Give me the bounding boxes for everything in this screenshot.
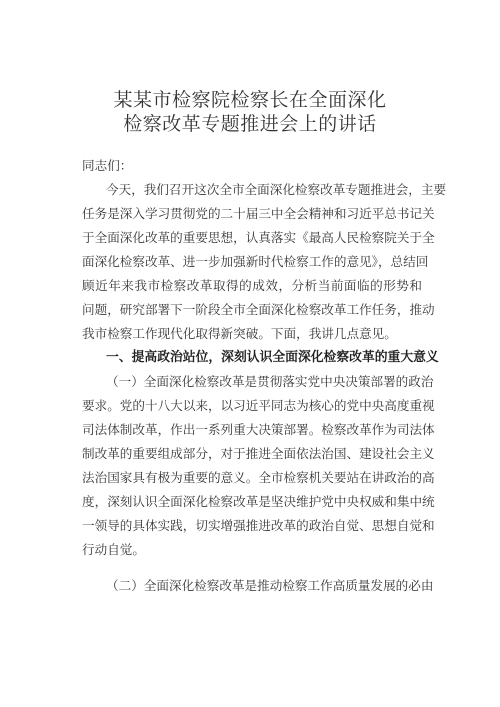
paragraph-line: （二）全面深化检察改革是推动检察工作高质量发展的必由 [106,578,434,593]
intro-line: 任务是深入学习贯彻党的二十届三中全会精神和习近平总书记关 [82,206,435,221]
intro-line: 问题，研究部署下一阶段全市全面深化检察改革工作任务，推动 [82,302,435,317]
paragraph-line: （一）全面深化检察改革是贯彻落实党中央决策部署的政治 [106,374,434,389]
paragraph-line: 一领导的具体实践，切实增强推进改革的政治自觉、思想自觉和 [82,518,435,533]
document-title-line-2: 检察改革专题推进会上的讲话 [123,113,377,135]
salutation: 同志们： [82,158,133,173]
intro-line: 顾近年来我市检察改革取得的成效，分析当前面临的形势和 [82,278,422,293]
section-heading: 一、提高政治站位，深刻认识全面深化检察改革的重大意义 [106,350,439,365]
intro-line: 面深化检察改革、进一步加强新时代检察工作的意见》，总结回 [82,254,429,269]
intro-line: 我市检察工作现代化取得新突破。下面，我讲几点意见。 [82,326,397,341]
paragraph-line: 要求。党的十八大以来，以习近平同志为核心的党中央高度重视 [82,398,435,413]
paragraph-line: 行动自觉。 [82,542,145,557]
paragraph-line: 司法体制改革，作出一系列重大决策部署。检察改革作为司法体 [82,422,435,437]
document-title-line-1: 某某市检察院检察长在全面深化 [113,89,387,111]
paragraph-line: 法治国家具有极为重要的意义。全市检察机关要站在讲政治的高 [82,470,435,485]
paragraph-line: 制改革的重要组成部分，对于推进全面依法治国、建设社会主义 [82,446,435,461]
intro-line: 今天，我们召开这次全市全面深化检察改革专题推进会，主要 [106,182,447,197]
intro-line: 于全面深化改革的重要思想，认真落实《最高人民检察院关于全 [82,230,435,245]
paragraph-line: 度，深刻认识全面深化检察改革是坚决维护党中央权威和集中统 [82,494,435,509]
